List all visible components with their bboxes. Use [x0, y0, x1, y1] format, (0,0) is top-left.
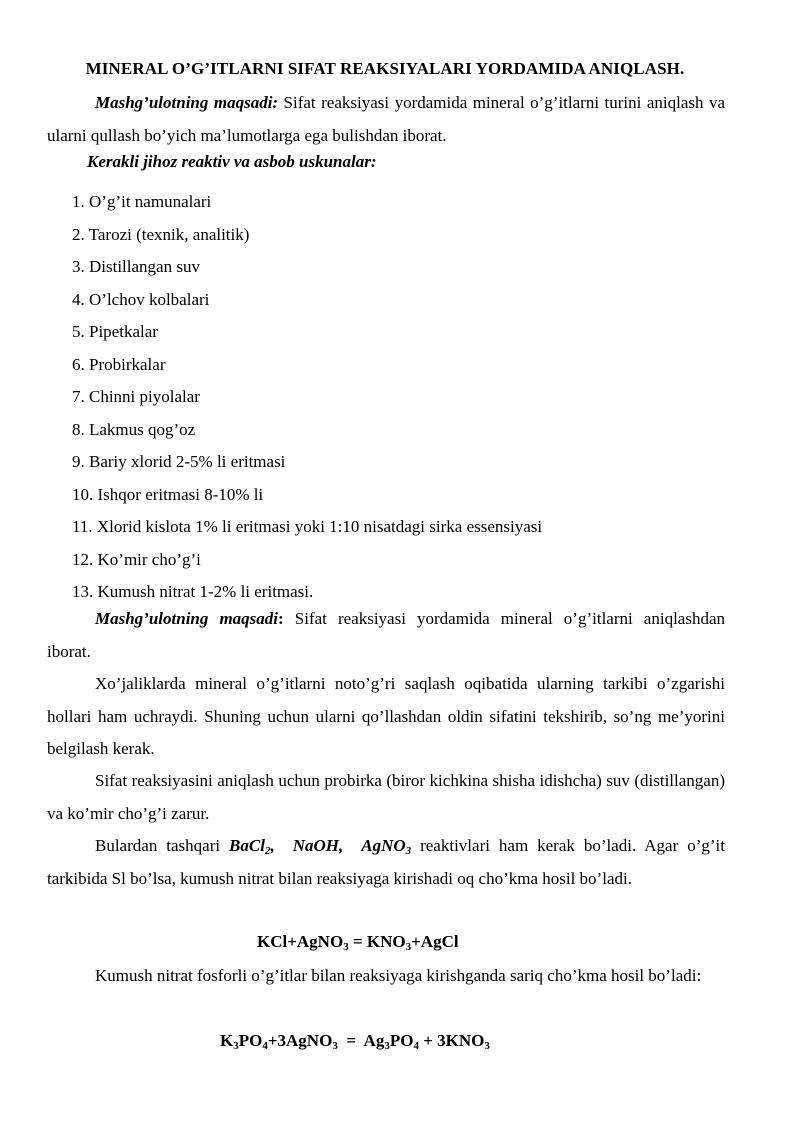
list-item: 13. Kumush nitrat 1-2% li eritmasi. — [72, 582, 314, 601]
reagent-bacl2: BaCl$_2$, — [229, 836, 275, 857]
list-item: 9. Bariy xlorid 2-5% li eritmasi — [72, 452, 286, 471]
objective-paragraph — [47, 87, 725, 152]
list-item: 2. Tarozi (texnik, analitik) — [72, 224, 250, 244]
phosphate-equation: $K_3PO_4+3AgNO_3 = Ag_3PO_4 + 3KNO_3$ — [220, 1031, 490, 1052]
reagents-intro: Bulardan tashqari — [95, 836, 230, 855]
list-item: 1. O’g’it namunalari — [72, 192, 212, 211]
equipment-list — [72, 186, 542, 609]
objective-text: Sifat reaksiyasi yordamida mineral o’g’itlarni turini aniqlash va ularni qullash bo’yich ma’lumotlarga ega bulishdan iborat. — [47, 93, 725, 145]
storage-paragraph: Xo’jaliklarda mineral o’g’itlarni noto’g’ri saqlash oqibatida ularning tarkibi o’zgarishi hollari ham uchraydi. Shuning uchun ularni qo’llashdan oldin sifatini tekshirib, so’ng me’yorini belgilash kerak. — [47, 674, 725, 758]
document-title: MINERAL O’G’ITLARNI SIFAT REAKSIYALARI YORDAMIDA ANIQLASH. — [85, 59, 685, 78]
list-item: 4. O’lchov kolbalari — [72, 289, 210, 309]
list-item: 6. Probirkalar — [72, 354, 166, 374]
objective-label-2: Mashg’ulotning maqsadi — [95, 609, 279, 628]
reagent-naoh: NaOH, — [292, 836, 344, 855]
reagents-text: reaktivlari ham kerak bo’ladi. Agar o’g’it tarkibida Sl bo’lsa, kumush nitrat bilan reaksiyaga kirishadi oq cho’kma hosil bo’ladi. — [47, 836, 725, 888]
list-item: 3. Distillangan suv — [72, 257, 200, 276]
list-item: 7. Chinni piyolalar — [72, 387, 200, 406]
list-item: 12. Ko’mir cho’g’i — [72, 549, 201, 569]
objective-colon: : — [278, 609, 284, 628]
reaction-requirements-paragraph: Sifat reaksiyasini aniqlash uchun probirka (biror kichkina shisha idishcha) suv (distillangan) va ko’mir cho’g’i zarur. — [47, 771, 725, 823]
list-item: 11. Xlorid kislota 1% li eritmasi yoki 1:10 nisatdagi sirka essensiyasi — [72, 517, 543, 536]
objective-text-2: Sifat reaksiyasi yordamida mineral o’g’itlarni aniqlashdan iborat. — [47, 609, 725, 661]
list-item: 5. Pipetkalar — [72, 322, 158, 341]
list-item: 8. Lakmus qog’oz — [72, 419, 196, 439]
list-item: 10. Ishqor eritmasi 8-10% li — [72, 484, 264, 504]
chloride-equation: KCl+AgNO$_3$ = $KNO_3+AgCl$ — [257, 932, 459, 953]
phosphate-paragraph: Kumush nitrat fosforli o’g’itlar bilan reaksiyaga kirishganda sariq cho’kma hosil bo’ladi: — [95, 966, 702, 985]
equipment-heading: Kerakli jihoz reaktiv va asbob uskunalar: — [87, 152, 377, 171]
reagent-agno3: AgNO$_3$ — [361, 836, 412, 857]
reagents-paragraph — [47, 830, 725, 895]
objective-label: Mashg’ulotning maqsadi: — [95, 93, 279, 112]
objective-paragraph-2 — [47, 603, 725, 668]
